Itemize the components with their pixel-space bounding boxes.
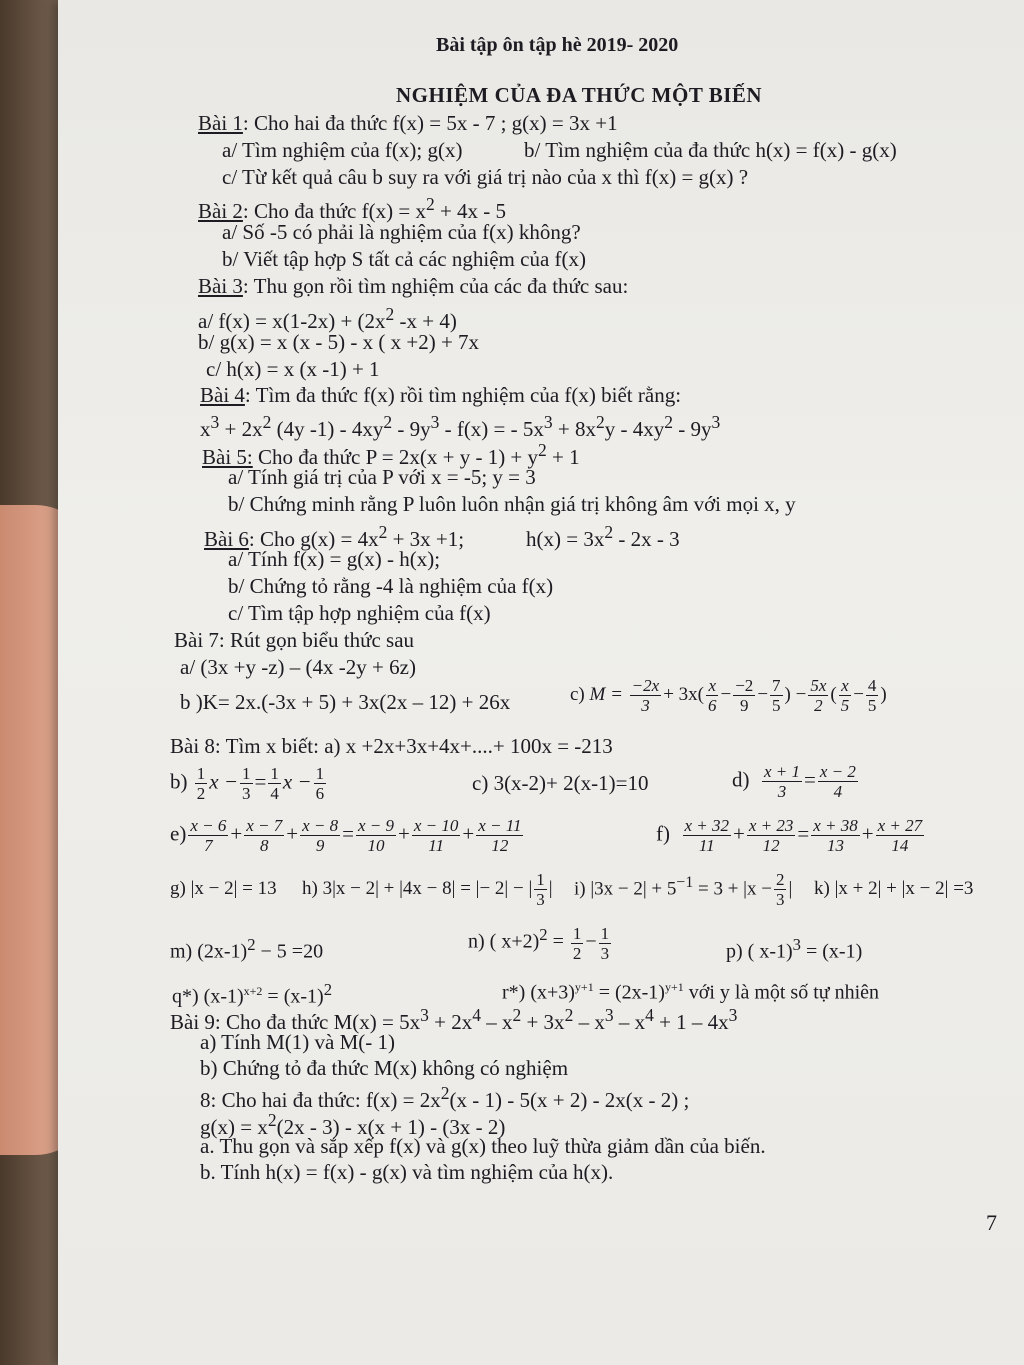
extra-title: 8: Cho hai đa thức: $f(x) = 2x^2(x - 1) - 5(x + 2) - 2x(x - 2)$ ; bbox=[200, 1083, 690, 1112]
bai7-b: b )K= 2x.(-3x + 5) + 3x(2x – 12) + 26x bbox=[180, 690, 511, 714]
fraction: $\frac{x - 6}{7}$ bbox=[190, 816, 227, 855]
bai6-a: a/ Tính f(x) = g(x) - h(x); bbox=[228, 547, 441, 571]
bai6-c: c/ Tìm tập hợp nghiệm của f(x) bbox=[228, 601, 491, 625]
fraction: $\frac{x - 2}{4}$ bbox=[819, 762, 856, 801]
bai6-title: Bài 6: Cho $g(x) = 4x^2 + 3x +1$; bbox=[204, 522, 465, 551]
fraction: $\frac{1}{3}$ bbox=[242, 764, 251, 803]
fraction: $\frac{x - 7}{8}$ bbox=[246, 816, 283, 855]
fraction: $\frac{x + 27}{14}$ bbox=[877, 816, 923, 855]
bai1-c: c/ Từ kết quả câu b suy ra với giá trị nào của x thì f(x) = g(x) ? bbox=[222, 165, 749, 189]
bai8-i: i) $|3x - 2| + 5^{-1} = 3 + |x$ − $\frac{2}{3}$ | bbox=[574, 870, 793, 910]
fraction: $\frac{x + 38}{13}$ bbox=[813, 816, 858, 855]
fraction: $\frac{x - 10}{11}$ bbox=[413, 816, 459, 855]
bai9-b: b) Chứng tỏ đa thức M(x) không có nghiệm bbox=[200, 1056, 569, 1080]
bai3-b: b/ g(x) = x (x - 5) - x ( x +2) + 7x bbox=[198, 330, 480, 354]
bai8-b: b) $\frac{1}{2}$ x − $\frac{1}{3}$ = $\frac{1}{4}$ x − $\frac{1}{6}$ bbox=[170, 764, 325, 803]
fraction: $\frac{1}{6}$ bbox=[315, 764, 325, 803]
fraction: $\frac{x + 32}{11}$ bbox=[684, 816, 730, 855]
bai2-title: Bài 2: Cho đa thức $f(x) = x^2 + 4x - 5$ bbox=[198, 194, 507, 223]
bai5-a: a/ Tính giá trị của P với x = -5; y = 3 bbox=[228, 465, 536, 489]
bai1-a: a/ Tìm nghiệm của f(x); g(x) bbox=[222, 138, 463, 162]
fraction: $\frac{2}{3}$ bbox=[775, 870, 785, 910]
extra-a: a. Thu gọn và sắp xếp f(x) và g(x) theo luỹ thừa giảm dần của biến. bbox=[200, 1134, 766, 1158]
fraction: $\frac{1}{2}$ bbox=[196, 764, 206, 803]
document-page bbox=[58, 0, 1024, 1365]
fraction: $\frac{x - 9}{10}$ bbox=[357, 816, 394, 855]
fraction: $\frac{5x}{2}$ bbox=[810, 676, 827, 715]
fraction: $\frac{-2x}{3}$ bbox=[631, 676, 660, 715]
page-title: Bài tập ôn tập hè 2019- 2020 bbox=[436, 34, 679, 56]
bai2-b: b/ Viết tập hợp S tất cả các nghiệm của f(x) bbox=[222, 247, 586, 271]
bai3-c: c/ h(x) = x (x -1) + 1 bbox=[206, 357, 380, 381]
bai2-a: a/ Số -5 có phải là nghiệm của f(x) không? bbox=[222, 220, 581, 244]
bai8-d: d) $\frac{x + 1}{3}$ = $\frac{x - 2}{4}$ bbox=[732, 762, 856, 801]
bai1-b: b/ Tìm nghiệm của đa thức h(x) = f(x) - g(x) bbox=[524, 138, 897, 162]
bai8-e: e) $\frac{x - 6}{7}$ + $\frac{x - 7}{8}$ + $\frac{x - 8}{9}$ = $\frac{x - 9}{10}$ + $\frac{x - 10}{11}$ + $\frac{x - 11}{12}$ bbox=[170, 816, 522, 855]
bai8-r: r*) $(x+3)^{y+1} = (2x-1)^{y+1}$ với y là một số tự nhiên bbox=[502, 980, 880, 1004]
fraction: $\frac{1}{3}$ bbox=[536, 870, 545, 909]
bai8-title: Bài 8: Tìm x biết: a) x +2x+3x+4x+....+ 100x = -213 bbox=[170, 734, 613, 758]
fraction: $\frac{x}{5}$ bbox=[840, 676, 850, 715]
bai6-h: $h(x) = 3x^2 - 2x - 3$ bbox=[526, 522, 680, 551]
bai5-title: Bài 5: Cho đa thức $P = 2x(x + y - 1) + y^2 + 1$ bbox=[202, 440, 580, 469]
page-subtitle: NGHIỆM CỦA ĐA THỨC MỘT BIẾN bbox=[396, 83, 763, 107]
fraction: $\frac{1}{4}$ bbox=[270, 764, 279, 803]
bai3-a: a/ $f(x) = x(1-2x) + (2x^2$ -x + 4) bbox=[198, 304, 457, 333]
extra-g: $g(x) = x^2(2x - 3) - x(x + 1) - (3x - 2)$ bbox=[200, 1110, 506, 1139]
bai9-a: a) Tính M(1) và M(- 1) bbox=[200, 1030, 395, 1054]
fraction: $\frac{x}{6}$ bbox=[708, 676, 717, 715]
fraction: $\frac{x - 8}{9}$ bbox=[302, 816, 339, 855]
bai1-title: Bài 1: Cho hai đa thức f(x) = 5x - 7 ; g(x) = 3x +1 bbox=[198, 111, 618, 135]
bai9-title: Bài 9: Cho đa thức $M(x) = 5x^3 + 2x^4 - x^2 + 3x^2 - x^3 - x^4 + 1 - 4x^3$ bbox=[170, 1005, 738, 1034]
fraction: $\frac{1}{2}$ bbox=[572, 923, 582, 963]
bai8-g: g) |x − 2| = 13 bbox=[170, 878, 277, 899]
bai4-title: Bài 4: Tìm đa thức f(x) rồi tìm nghiệm của f(x) biết rằng: bbox=[200, 383, 682, 407]
page-number: 7 bbox=[986, 1210, 997, 1235]
bai4-equation: $x^3 + 2x^2$ (4y $-1) - 4xy^2 - 9y^3 - f(x)$ = - $5x^3 + 8x^2y - 4xy^2 - 9y^3$ bbox=[200, 412, 721, 441]
fraction: $\frac{1}{3}$ bbox=[600, 923, 610, 963]
fraction: $\frac{x + 23}{12}$ bbox=[748, 816, 794, 855]
fraction: $\frac{x + 1}{3}$ bbox=[764, 762, 801, 801]
bai8-c: c) 3(x-2)+ 2(x-1)=10 bbox=[472, 771, 649, 795]
bai7-c: c) M = $\frac{-2x}{3}$ + 3x( $\frac{x}{6}$ − $\frac{-2}{9}$ − $\frac{7}{5}$ ) − $\frac{5x}{2}$ ( $\frac{x}{5}$ − $\frac{4}{5}$ ) bbox=[570, 676, 887, 715]
extra-b: b. Tính h(x) = f(x) - g(x) và tìm nghiệm của h(x). bbox=[200, 1160, 614, 1184]
bai7-a: a/ (3x +y -z) – (4x -2y + 6z) bbox=[180, 655, 416, 679]
bai8-p: p) ( x-1)$^3$ = (x-1) bbox=[726, 935, 863, 963]
bai8-n: n) ( x+2)$^2$ = $\frac{1}{2}$ − $\frac{1}{3}$ bbox=[468, 923, 610, 963]
fraction: $\frac{-2}{9}$ bbox=[735, 676, 754, 715]
bai8-h: h) 3|x − 2| + |4x − 8| = |− 2| − | $\frac{1}{3}$ | bbox=[302, 870, 553, 909]
bai8-q: q*) $(x-1)^{x+2} = (x-1)^2$ bbox=[172, 980, 333, 1008]
fraction: $\frac{4}{5}$ bbox=[867, 676, 877, 715]
bai8-k: k) |x + 2| + |x − 2| =3 bbox=[814, 878, 974, 899]
bai8-m: m) $(2x-1)^2 - 5 =20$ bbox=[170, 935, 324, 963]
bai3-title: Bài 3: Thu gọn rồi tìm nghiệm của các đa thức sau: bbox=[198, 274, 629, 298]
bai7-title: Bài 7: Rút gọn biểu thức sau bbox=[174, 628, 415, 652]
bai5-b: b/ Chứng minh rằng P luôn luôn nhận giá trị không âm với mọi x, y bbox=[228, 492, 796, 516]
bai8-f: f) $\frac{x + 32}{11}$ + $\frac{x + 23}{12}$ = $\frac{x + 38}{13}$ + $\frac{x + 27}{14}$ bbox=[656, 816, 923, 855]
bai6-b: b/ Chứng tỏ rằng -4 là nghiệm của f(x) bbox=[228, 574, 554, 598]
fraction: $\frac{7}{5}$ bbox=[772, 676, 781, 715]
fraction: $\frac{x - 11}{12}$ bbox=[478, 816, 522, 855]
